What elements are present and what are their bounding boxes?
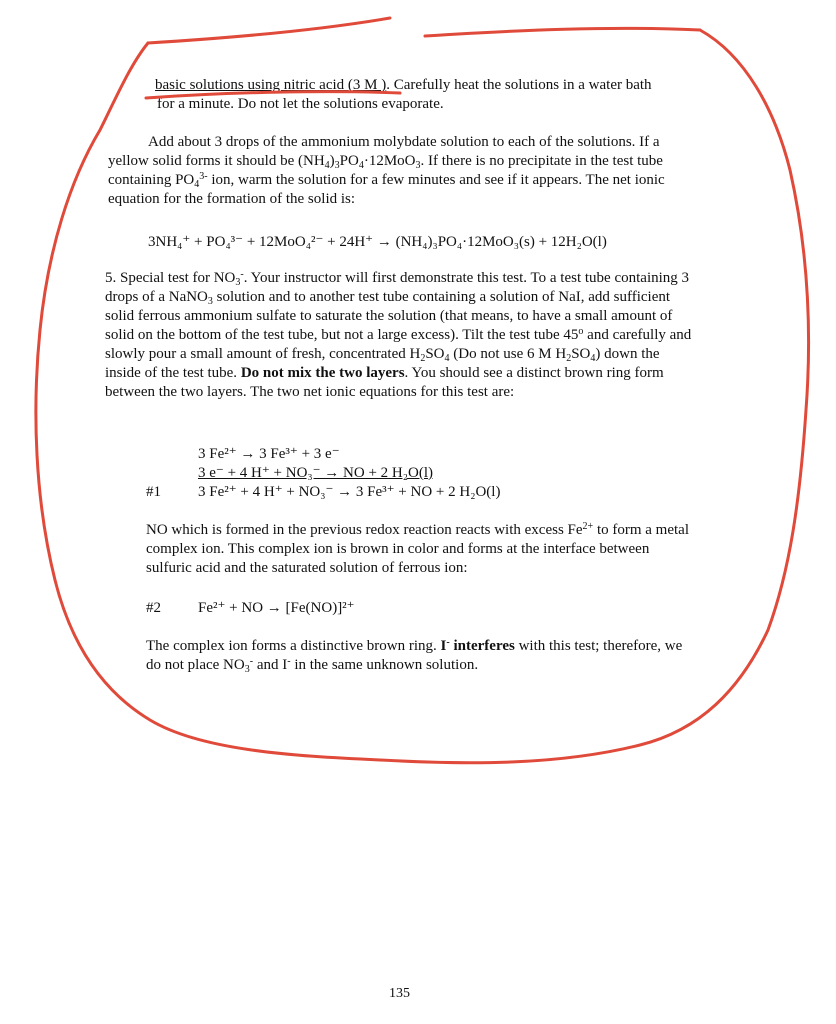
special-sub: 2 [420,353,426,364]
interferes-sup: - [446,637,450,648]
final-sub: 3 [244,664,250,675]
special-sup: - [240,269,244,280]
redox-label [146,483,161,502]
special-text-9: . You should see a distinct brown ring form between the two layers. The two net ionic equations for this test are: [105,365,664,400]
intro-line2-text: for a minute. Do not let the solutions evaporate. [157,96,444,112]
special-text-3: solution and to another test tube containing a solution of NaI, add sufficient solid ferrous ammonium sulfate to saturate the solution (that means, to have a small amount of solid on the bottom of the test tube, but not a large excess). Tilt the test tube 45 [105,289,673,343]
molybdate-equation [148,233,607,252]
redox-line-2 [198,464,433,483]
special-sub: 3 [235,277,241,288]
redox-line-1-text: 3 Fe²⁺ → 3 Fe³⁺ + 3 e⁻ [198,446,340,462]
molybdate-sub: 4 [324,160,330,171]
equation-2-label [146,599,161,618]
special-sub: 3 [207,296,213,307]
molybdate-text-6: ion, warm the solution for a few minutes and see if it appears. The net ionic equation for the formation of the solid is: [108,172,665,207]
interferes-ion: I [440,638,447,654]
special-sub: 2 [566,353,572,364]
molybdate-sup: 3- [199,171,208,182]
molybdate-sub: 4 [194,179,200,190]
molybdate-sub: 3 [334,160,340,171]
molybdate-text-4: ·12MoO [363,153,416,169]
complex-sup: 2+ [582,521,594,532]
interferes-word: interferes [449,638,515,654]
intro-underlined-text: basic solutions using nitric acid (3 M ) [155,77,387,93]
special-text-8: ) down the inside of the test tube. [105,346,660,381]
special-sub: 4 [590,353,596,364]
final-sup: - [287,656,291,667]
special-text-5: SO [425,346,445,362]
equation-2-label-text: #2 [146,600,161,616]
intro-line1-rest: . Carefully heat the solutions in a water bath [386,77,652,93]
top-stroke-right [425,28,700,36]
special-sup: o [578,326,584,337]
redox-line-1 [198,445,340,464]
page-number-text: 135 [389,986,410,1001]
molybdate-paragraph [108,133,688,209]
final-text-3: and I [253,657,288,673]
intro-paragraph [155,76,715,95]
intro-line2 [157,95,717,114]
molybdate-sub: 3 [415,160,421,171]
interferes-warning [441,638,515,654]
final-text-2: with this test; therefore, we do not place NO [146,638,683,673]
do-not-mix-warning: Do not mix the two layers [240,365,405,381]
special-test-paragraph [105,269,697,402]
molybdate-equation-text: 3NH₄⁺ + PO₄³⁻ + 12MoO₄²⁻ + 24H⁺ → (NH₄)₃PO₄·12MoO₃(s) + 12H₂O(l) [148,234,607,250]
final-sup: - [249,656,254,667]
final-paragraph [146,637,696,675]
molybdate-text-1: Add about 3 drops of the ammonium molybdate solution to each of the solutions. If a yellow solid forms it should be (NH [108,134,660,169]
molybdate-sub: 4 [358,160,364,171]
special-text-2: . Your instructor will first demonstrate this test. To a test tube containing 3 drops of a NaNO [105,270,690,305]
complex-text-2: to form a metal complex ion. This complex ion is brown in color and forms at the interface between sulfuric acid and the saturated solution of ferrous ion: [146,522,689,576]
equation-2-text: Fe²⁺ + NO → [Fe(NO)]²⁺ [198,600,355,616]
equation-2 [198,599,355,618]
redox-line-2-text: 3 e⁻ + 4 H⁺ + NO₃⁻ → NO + 2 H₂O(l) [198,465,433,481]
redox-label-text: #1 [146,484,161,500]
special-text-4: and carefully and slowly pour a small amount of fresh, concentrated H [105,327,692,362]
molybdate-text-3: PO [339,153,359,169]
special-text-1: 5. Special test for NO [105,270,236,286]
molybdate-text-5: . If there is no precipitate in the test tube containing PO [108,153,663,188]
complex-text-1: NO which is formed in the previous redox reaction reacts with excess Fe [146,522,583,538]
complex-paragraph [146,521,696,578]
final-text-4: in the same unknown solution. [290,657,479,673]
special-text-6: (Do not use 6 M H [449,346,567,362]
page-number [389,984,410,1003]
molybdate-text-2: ) [329,153,335,169]
final-text-1: The complex ion forms a distinctive brown ring. [146,638,441,654]
special-sub: 4 [444,353,450,364]
redox-line-3-text: 3 Fe²⁺ + 4 H⁺ + NO₃⁻ → 3 Fe³⁺ + NO + 2 H₂O(l) [198,484,501,500]
special-text-7: SO [571,346,591,362]
top-stroke-left [148,18,390,43]
redox-line-3 [198,483,500,502]
